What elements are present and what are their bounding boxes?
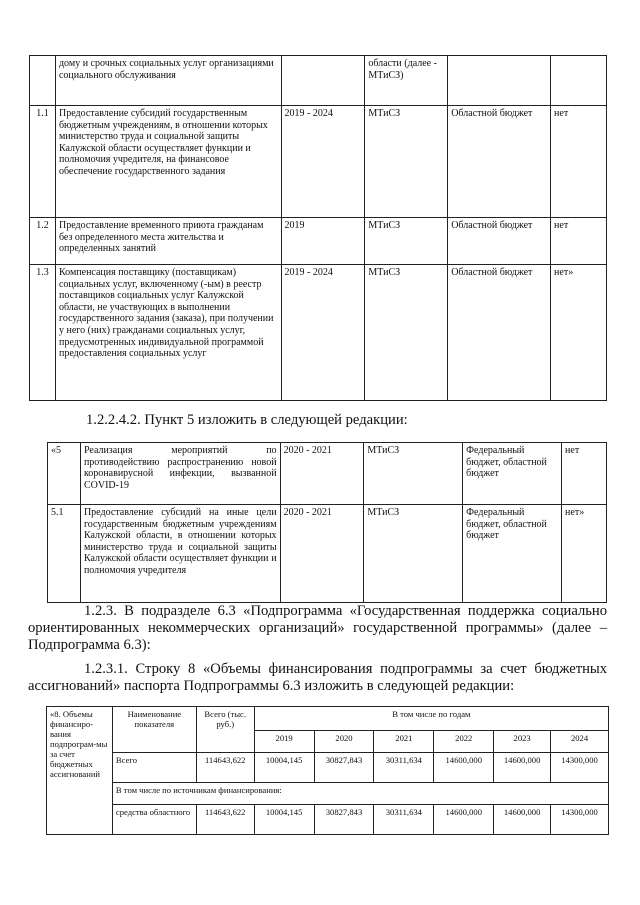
program-table-2 — [47, 442, 607, 603]
year-header: 2024 — [551, 731, 609, 753]
table-row — [48, 443, 607, 505]
year-value: 30827,843 — [314, 753, 374, 783]
row-number: «5 — [48, 443, 81, 505]
row-source: Областной бюджет — [448, 265, 551, 401]
row-years: 2020 - 2021 — [280, 443, 364, 505]
year-header: 2022 — [434, 731, 494, 753]
sources-caption-row — [47, 783, 609, 805]
table-row — [30, 106, 607, 218]
row-executor: МТиСЗ — [364, 443, 463, 505]
year-value: 30311,634 — [374, 753, 434, 783]
row-other: нет — [551, 106, 607, 218]
year-header: 2020 — [314, 731, 374, 753]
row-number: 1.3 — [30, 265, 56, 401]
year-value: 14300,000 — [551, 753, 609, 783]
financing-table — [46, 706, 609, 835]
sources-caption: В том числе по источникам финансирования: — [112, 783, 608, 805]
row-years: 2020 - 2021 — [280, 505, 364, 603]
col-years-header: В том числе по годам — [254, 707, 608, 731]
row-number: 1.1 — [30, 106, 56, 218]
total-row — [47, 753, 609, 783]
year-value: 30311,634 — [374, 805, 434, 835]
row-years: 2019 - 2024 — [281, 106, 365, 218]
row-source: Федеральный бюджет, областной бюджет — [463, 505, 562, 603]
row-description: Предоставление субсидий государственным бюджетным учреждениям, в отношении которых министерство труда и социальной защиты Калужской области осуществляет функции и полномочия учредителя, на финансовое обеспечение государственного задания — [55, 106, 281, 218]
year-value: 14600,000 — [434, 753, 494, 783]
row-other: нет — [562, 443, 607, 505]
row-description: дому и срочных социальных услуг организациями социального обслуживания — [55, 56, 281, 106]
year-header: 2019 — [254, 731, 314, 753]
row-source: Областной бюджет — [448, 106, 551, 218]
year-value: 14600,000 — [494, 805, 551, 835]
program-table-1 — [29, 55, 607, 401]
year-header: 2021 — [374, 731, 434, 753]
row-years: 2019 — [281, 218, 365, 265]
row-description: Компенсация поставщику (поставщикам) социальных услуг, включенному (-ым) в реестр поставщиков социальных услуг Калужской области, не участвующих в выполнении государственного задания (заказа), при получении у него (них) гражданами социальных услуг, предусмотренных индивидуальной программой предоставления социальных услуг — [55, 265, 281, 401]
paragraph-1-2-2-4-2: 1.2.2.4.2. Пункт 5 изложить в следующей редакции: — [86, 412, 408, 428]
paragraph-1-2-3-1 — [28, 661, 607, 695]
row-description: Предоставление субсидий на иные цели государственным бюджетным учреждениям Калужской области, в отношении которых министерство труда и социальной защиты Калужской области осуществляет функции и полномочия учредителя — [80, 505, 280, 603]
col-total-header: Всего (тыс. руб.) — [196, 707, 254, 753]
row-executor: МТиСЗ — [365, 265, 448, 401]
row-label: «8. Объемы финансиро-вания подпрограм-мы за счет бюджетных ассигнований — [47, 707, 113, 835]
year-value: 10004,145 — [254, 753, 314, 783]
row-source — [448, 56, 551, 106]
row-executor: области (далее - МТиСЗ) — [365, 56, 448, 106]
regional-row — [47, 805, 609, 835]
row-other — [551, 56, 607, 106]
regional-label: средства областного — [112, 805, 196, 835]
year-value: 14600,000 — [434, 805, 494, 835]
year-value: 14600,000 — [494, 753, 551, 783]
row-source: Областной бюджет — [448, 218, 551, 265]
paragraph-1-2-3-text: 1.2.3. В подразделе 6.3 «Подпрограмма «Государственная поддержка социально ориентированных некоммерческих организаций» государственной программы» (далее – Подпрограмма 6.3): — [28, 603, 607, 654]
row-number — [30, 56, 56, 106]
row-other: нет» — [562, 505, 607, 603]
year-header: 2023 — [494, 731, 551, 753]
row-years — [281, 56, 365, 106]
row-years: 2019 - 2024 — [281, 265, 365, 401]
paragraph-1-2-3 — [28, 603, 607, 655]
row-number: 5.1 — [48, 505, 81, 603]
table-row — [30, 218, 607, 265]
table-row — [48, 505, 607, 603]
col-name-header: Наименование показателя — [112, 707, 196, 753]
year-value: 10004,145 — [254, 805, 314, 835]
year-value: 14300,000 — [551, 805, 609, 835]
row-executor: МТиСЗ — [365, 106, 448, 218]
row-number: 1.2 — [30, 218, 56, 265]
regional-total: 114643,622 — [196, 805, 254, 835]
total-label: Всего — [112, 753, 196, 783]
table-row — [30, 56, 607, 106]
row-source: Федеральный бюджет, областной бюджет — [463, 443, 562, 505]
row-other: нет» — [551, 265, 607, 401]
table-row — [30, 265, 607, 401]
row-description: Предоставление временного приюта гражданам без определенного места жительства и определенных занятий — [55, 218, 281, 265]
header-row — [47, 707, 609, 731]
row-executor: МТиСЗ — [365, 218, 448, 265]
row-executor: МТиСЗ — [364, 505, 463, 603]
row-other: нет — [551, 218, 607, 265]
total-value: 114643,622 — [196, 753, 254, 783]
paragraph-1-2-3-1-text: 1.2.3.1. Строку 8 «Объемы финансирования подпрограммы за счет бюджетных ассигнований» паспорта Подпрограммы 6.3 изложить в следующей редакции: — [28, 661, 607, 695]
year-value: 30827,843 — [314, 805, 374, 835]
row-description: Реализация мероприятий по противодействию распространению новой коронавирусной инфекции, вызванной COVID-19 — [80, 443, 280, 505]
